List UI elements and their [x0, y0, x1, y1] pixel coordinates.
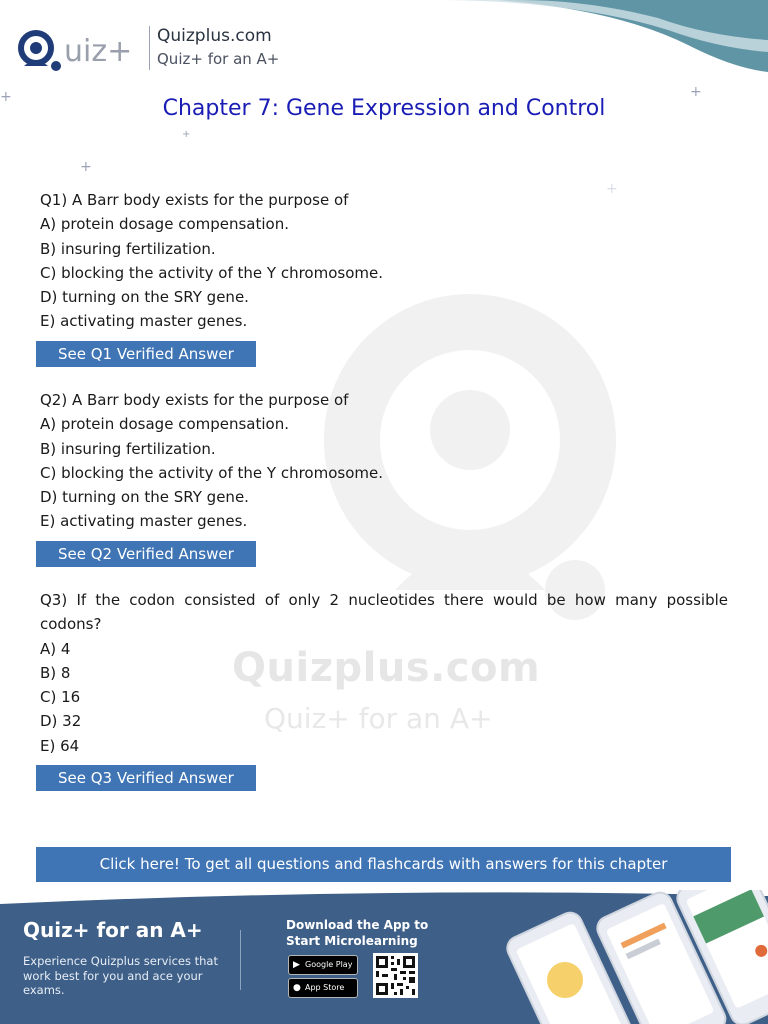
question-block-3 [40, 588, 728, 758]
app-store-label: App Store [305, 983, 345, 992]
option: D) 32 [40, 712, 82, 731]
plus-decoration: + [0, 89, 12, 105]
plus-decoration: + [80, 159, 92, 175]
option: C) blocking the activity of the Y chromosome. [40, 263, 384, 282]
get-all-questions-button[interactable]: Click here! To get all questions and flashcards with answers for this chapter [36, 847, 731, 882]
brand-tagline: Quiz+ for an A+ [157, 50, 280, 68]
watermark-tagline: Quiz+ for an A+ [264, 702, 493, 735]
option: B) insuring fertilization. [40, 439, 216, 458]
see-answer-button-q3[interactable]: See Q3 Verified Answer [36, 765, 256, 791]
footer-banner[interactable] [0, 890, 768, 1024]
qr-code-icon[interactable] [373, 953, 418, 998]
logo-text: uiz+ [64, 34, 133, 69]
download-app-text: Download the App to Start Microlearning [286, 918, 429, 948]
app-store-badge[interactable] [288, 978, 358, 998]
brand-name: Quizplus.com [157, 26, 272, 46]
question-text: Q1) A Barr body exists for the purpose of [40, 191, 349, 209]
chapter-title: Chapter 7: Gene Expression and Control [162, 96, 606, 121]
question-text: Q2) A Barr body exists for the purpose of [40, 391, 349, 409]
plus-decoration: + [690, 84, 702, 100]
apple-icon: ● [293, 983, 301, 993]
footer-divider [240, 930, 241, 990]
option: E) activating master genes. [40, 312, 248, 331]
option: A) 4 [40, 639, 71, 658]
footer-description: Experience Quizplus services that work best for you and ace your exams. [23, 954, 218, 997]
app-phones-illustration [505, 890, 768, 1024]
option: D) turning on the SRY gene. [40, 288, 249, 307]
option: B) insuring fertilization. [40, 239, 216, 258]
play-icon: ▶ [293, 960, 300, 970]
option: D) turning on the SRY gene. [40, 488, 249, 507]
google-play-label: Google Play [305, 960, 353, 969]
plus-decoration: + [182, 129, 191, 140]
option: C) 16 [40, 688, 81, 707]
brand-divider [149, 26, 150, 70]
plus-decoration: + [606, 181, 618, 197]
question-block-1 [40, 188, 728, 334]
google-play-badge[interactable] [288, 955, 358, 975]
corner-wave-decoration [388, 0, 768, 90]
question-block-2 [40, 388, 728, 534]
option: E) 64 [40, 736, 80, 755]
see-answer-button-q2[interactable]: See Q2 Verified Answer [36, 541, 256, 567]
option: A) protein dosage compensation. [40, 215, 289, 234]
question-text-continued: codons? [40, 615, 102, 634]
see-answer-button-q1[interactable]: See Q1 Verified Answer [36, 341, 256, 367]
question-text: Q3) If the codon consisted of only 2 nucleotides there would be how many possible [40, 591, 728, 609]
watermark-name: Quizplus.com [232, 645, 541, 691]
footer-title: Quiz+ for an A+ [23, 918, 203, 942]
option: A) protein dosage compensation. [40, 415, 289, 434]
quizplus-logo [16, 26, 146, 74]
option: C) blocking the activity of the Y chromosome. [40, 463, 384, 482]
option: B) 8 [40, 663, 71, 682]
option: E) activating master genes. [40, 512, 248, 531]
